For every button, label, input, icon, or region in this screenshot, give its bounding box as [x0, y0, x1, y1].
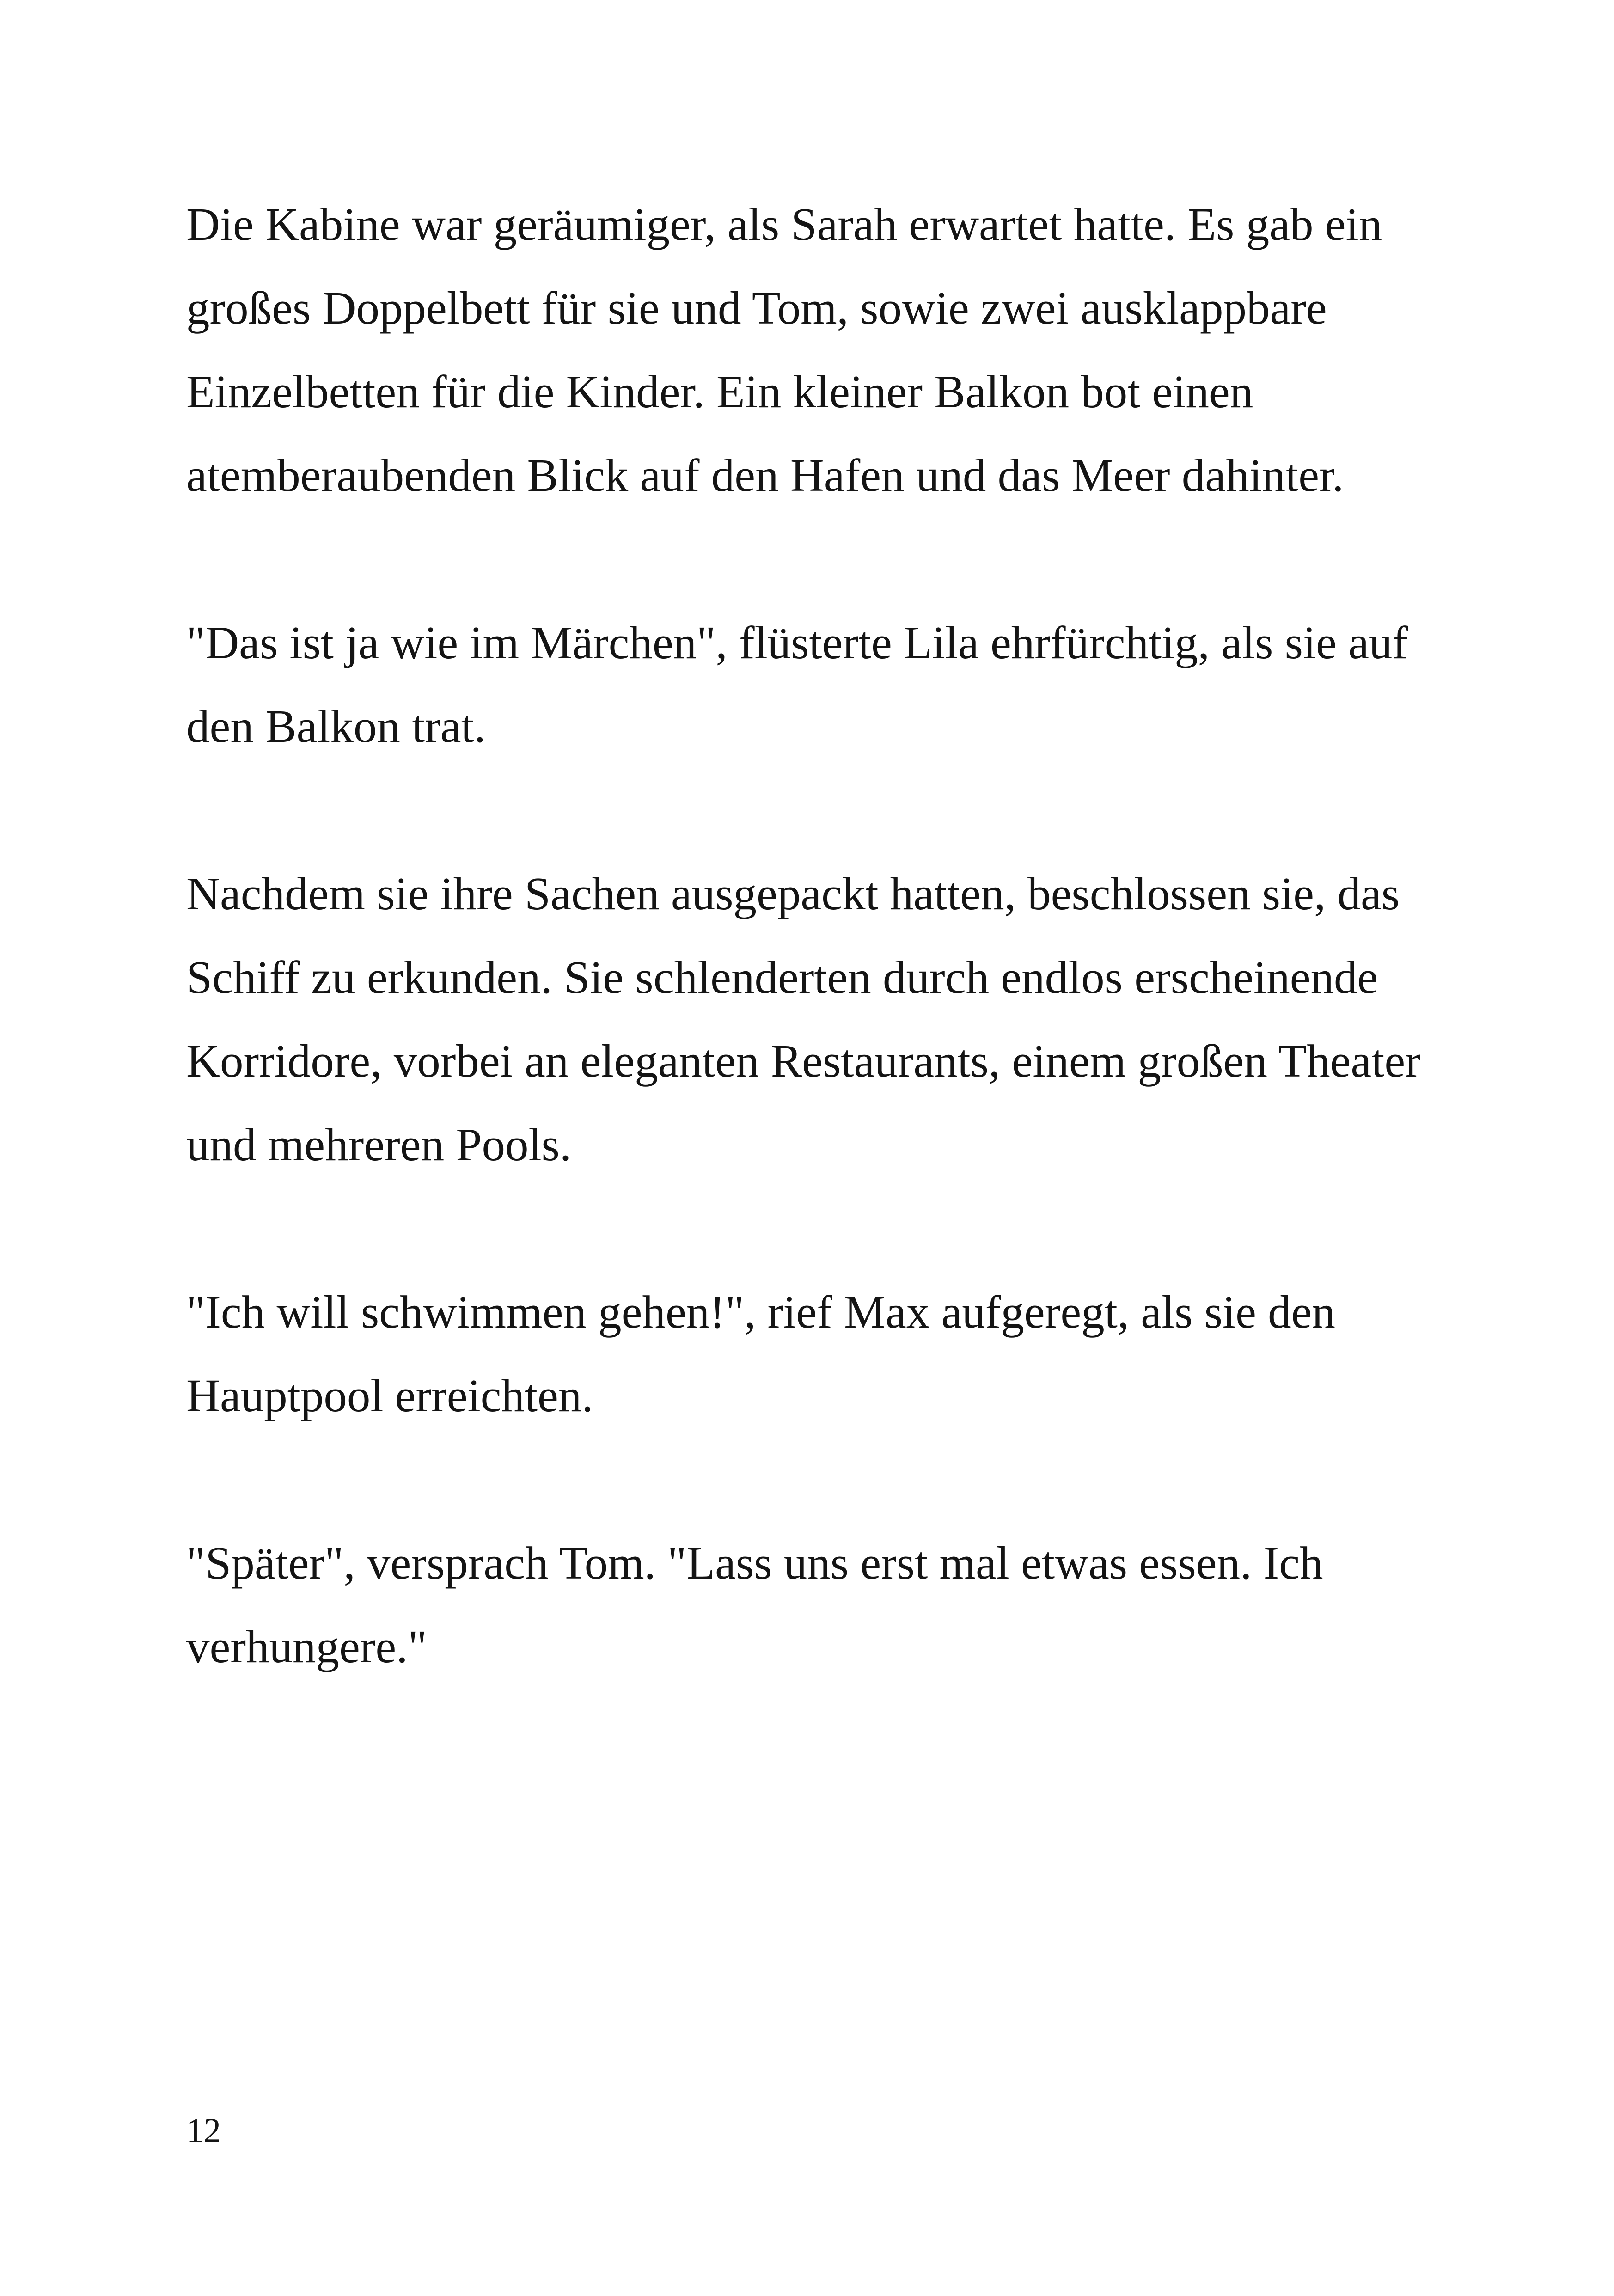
body-text [186, 183, 1434, 1689]
paragraph-tom-food: "Später", versprach Tom. "Lass uns erst mal etwas essen. Ich verhungere." [186, 1537, 1323, 1672]
paragraph-lila-balcony: "Das ist ja wie im Märchen", flüsterte Lila ehrfürchtig, als sie auf den Balkon trat. [186, 617, 1408, 752]
paragraph-ship-exploration: Nachdem sie ihre Sachen ausgepackt hatten, beschlossen sie, das Schiff zu erkunden. Sie schlenderten durch endlos erscheinende Korridore, vorbei an eleganten Restaurants, einem großen Theater und mehreren Pools. [186, 868, 1421, 1170]
page-number: 12 [186, 2112, 221, 2150]
paragraph-max-pool: "Ich will schwimmen gehen!", rief Max aufgeregt, als sie den Hauptpool erreichten. [186, 1286, 1335, 1421]
paragraph-cabin-description: Die Kabine war geräumiger, als Sarah erwartet hatte. Es gab ein großes Doppelbett für sie und Tom, sowie zwei ausklappbare Einzelbetten für die Kinder. Ein kleiner Balkon bot einen atemberaubenden Blick auf den Hafen und das Meer dahinter. [186, 198, 1382, 501]
